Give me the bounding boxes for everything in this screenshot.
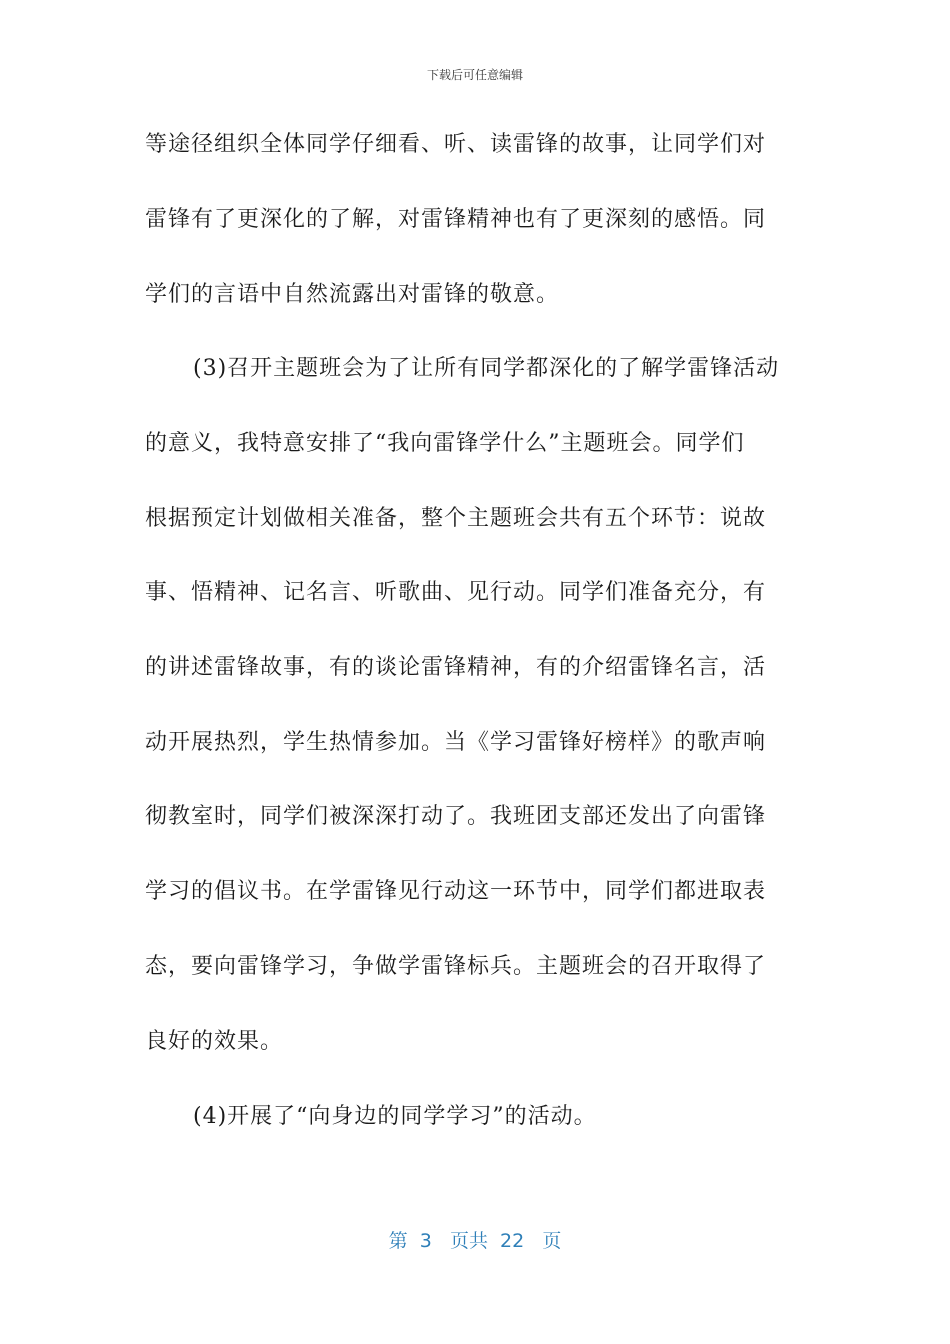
- footer-total-pages: 22: [500, 1230, 525, 1252]
- paragraph-2-line-10: 良好的效果。: [145, 1029, 284, 1054]
- footer-middle: 页共: [449, 1230, 488, 1252]
- footer-prefix: 第: [388, 1230, 408, 1252]
- footer-current-page: 3: [419, 1230, 432, 1252]
- paragraph-1-line-2: 雷锋有了更深化的了解，对雷锋精神也有了更深刻的感悟。同: [145, 207, 767, 232]
- header-note: 下载后可任意编辑: [426, 68, 523, 82]
- page-number-footer: [0, 1226, 950, 1253]
- paragraph-1-line-1: 等途径组织全体同学仔细看、听、读雷锋的故事，让同学们对: [145, 132, 767, 157]
- paragraph-2-line-6: 动开展热烈，学生热情参加。当《学习雷锋好榜样》的歌声响: [145, 730, 767, 755]
- paragraph-2-line-8: 学习的倡议书。在学雷锋见行动这一环节中，同学们都进取表: [145, 879, 767, 904]
- paragraph-2-line-2: 的意义，我特意安排了“我向雷锋学什么”主题班会。同学们: [145, 431, 745, 456]
- paragraph-2-line-3: 根据预定计划做相关准备，整个主题班会共有五个环节：说故: [145, 506, 767, 531]
- paragraph-2-line-5: 的讲述雷锋故事，有的谈论雷锋精神，有的介绍雷锋名言，活: [145, 655, 767, 680]
- paragraph-2-line-7: 彻教室时，同学们被深深打动了。我班团支部还发出了向雷锋: [145, 804, 767, 829]
- paragraph-2-line-4: 事、悟精神、记名言、听歌曲、见行动。同学们准备充分，有: [145, 580, 767, 605]
- paragraph-1-line-3: 学们的言语中自然流露出对雷锋的敬意。: [145, 282, 560, 307]
- paragraph-2-line-9: 态，要向雷锋学习，争做学雷锋标兵。主题班会的召开取得了: [145, 954, 767, 979]
- paragraph-2-line-1: (3)召开主题班会为了让所有同学都深化的了解学雷锋活动: [193, 356, 780, 381]
- paragraph-3-line-1: (4)开展了“向身边的同学学习”的活动。: [193, 1104, 597, 1129]
- footer-suffix: 页: [542, 1230, 562, 1252]
